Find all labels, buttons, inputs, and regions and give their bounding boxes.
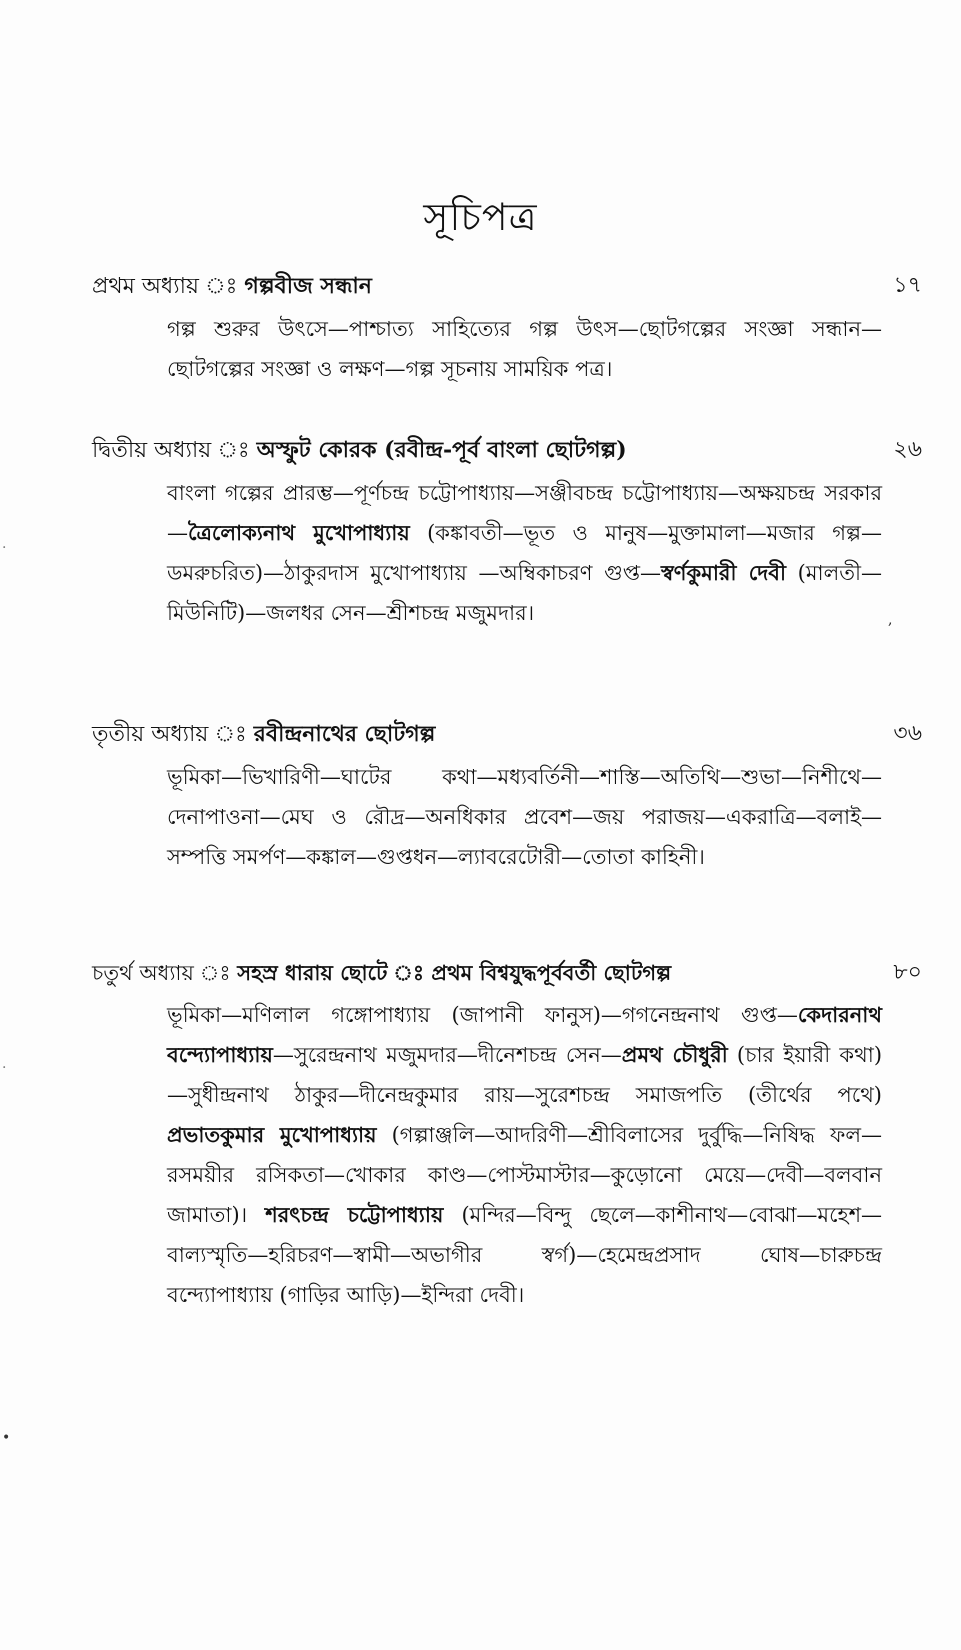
- contents-bold-name: প্রভাতকুমার মুখোপাধ্যায়: [167, 1122, 377, 1147]
- page-title: সূচিপত্র: [423, 195, 538, 239]
- contents-bold-name: ত্রৈলোক্যনাথ মুখোপাধ্যায়: [188, 520, 410, 545]
- chapter-page-number: ২৬: [893, 437, 922, 462]
- scan-speck: ·: [2, 1060, 7, 1076]
- chapter-heading: [92, 955, 922, 991]
- contents-text: (গল্পাঞ্জলি—আদরিণী—শ্রীবিলাসের দুর্বুদ্ধি—নিষিদ্ধ ফল—রসময়ীর রসিকতা—খোকার কাণ্ড—পোস্টমাস্টার—কুড়োনো মেয়ে—দেবী—বলবান জামাতা)।: [167, 1123, 882, 1227]
- chapter-label: প্রথম অধ্যায় ঃ: [92, 274, 238, 299]
- contents-bold-name: প্রমথ চৌধুরী: [621, 1042, 728, 1067]
- chapter-heading: [92, 716, 922, 753]
- contents-text: (কঙ্কাবতী—ভূত ও মানুষ—মুক্তামালা—মজার গল্প—ডমরুচরিত)—ঠাকুরদাস মুখোপাধ্যায় —অম্বিকাচরণ গুপ্ত—: [167, 521, 882, 585]
- contents-text: (মন্দির—বিন্দু ছেলে—কাশীনাথ—বোঝা—মহেশ—বাল্যস্মৃতি—হরিচরণ—স্বামী—অভাগীর স্বর্গ)—হেমেন্দ্রপ্রসাদ ঘোষ—চারুচন্দ্র বন্দ্যোপাধ্যায় (গাড়ির আড়ি)—ইন্দিরা দেবী।: [167, 1203, 882, 1307]
- contents-bold-name: স্বর্ণকুমারী দেবী: [661, 560, 787, 585]
- scan-speck: ,: [888, 612, 893, 628]
- contents-text: —সুরেন্দ্রনাথ মজুমদার—দীনেশচন্দ্র সেন—: [272, 1043, 622, 1067]
- chapter-name: অস্ফুট কোরক (রবীন্দ্র-পূর্ব বাংলা ছোটগল্প): [256, 437, 627, 463]
- chapter-contents: গল্প শুরুর উৎসে—পাশ্চাত্য সাহিত্যের গল্প উৎস—ছোটগল্পের সংজ্ঞা সন্ধান—ছোটগল্পের সংজ্ঞা ও লক্ষণ—গল্প সূচনায় সাময়িক পত্র।: [167, 317, 882, 381]
- chapter-contents: ভূমিকা—ভিখারিণী—ঘাটের কথা—মধ্যবর্তিনী—শাস্তি—অতিথি—শুভা—নিশীথে—দেনাপাওনা—মেঘ ও রৌদ্র—অনধিকার প্রবেশ—জয় পরাজয়—একরাত্রি—বলাই—সম্পত্তি সমর্পণ—কঙ্কাল—গুপ্তধন—ল্যাবরেটোরী—তোতা কাহিনী।: [167, 765, 882, 869]
- contents-text: (মালতী—মিউনিটি)—জলধর সেন—শ্রীশচন্দ্র মজুমদার।: [167, 561, 883, 625]
- chapter-name: রবীন্দ্রনাথের ছোটগল্প: [253, 721, 436, 747]
- contents-text: বাংলা গল্পের প্রারম্ভ—পূর্ণচন্দ্র চট্টোপাধ্যায়—সঞ্জীবচন্দ্র চট্টোপাধ্যায়—অক্ষয়চন্দ্র সরকার—: [167, 481, 882, 545]
- chapter-label: চতুর্থ অধ্যায় ঃ: [92, 961, 231, 985]
- contents-text: ভূমিকা—মণিলাল গঙ্গোপাধ্যায় (জাপানী ফানুস)—গগনেন্দ্রনাথ গুপ্ত—: [167, 1003, 798, 1027]
- contents-bold-name: কেদারনাথ বন্দ্যোপাধ্যায়: [167, 1002, 882, 1067]
- contents-text: (চার ইয়ারী কথা)—সুধীন্দ্রনাথ ঠাকুর—দীনেন্দ্রকুমার রায়—সুরেশচন্দ্র সমাজপতি (তীর্থের পথে): [167, 1043, 883, 1107]
- chapter-name: সহস্র ধারায় ছোটে ঃ প্রথম বিশ্বযুদ্ধপূর্ববর্তী ছোটগল্প: [237, 960, 672, 985]
- chapter-label: তৃতীয় অধ্যায় ঃ: [92, 722, 247, 747]
- chapter-contents: [167, 473, 882, 633]
- chapter-heading: [92, 268, 922, 305]
- chapter-label: দ্বিতীয় অধ্যায় ঃ: [92, 438, 250, 463]
- chapter-page-number: ৩৬: [893, 721, 922, 746]
- chapter-contents: [167, 995, 882, 1315]
- chapter-entry-3: [92, 716, 922, 877]
- chapter-page-number: ১৭: [893, 273, 922, 298]
- chapter-entry-1: [92, 268, 922, 389]
- chapter-heading: [92, 432, 922, 469]
- contents-bold-name: শরৎচন্দ্র চট্টোপাধ্যায়: [265, 1202, 444, 1227]
- scan-speck: •: [2, 1430, 11, 1446]
- scan-speck: ·: [2, 540, 7, 556]
- chapter-page-number: ৮০: [893, 960, 922, 985]
- chapter-name: গল্পবীজ সন্ধান: [244, 273, 372, 299]
- chapter-entry-2: [92, 432, 922, 633]
- chapter-entry-4: [92, 955, 922, 1315]
